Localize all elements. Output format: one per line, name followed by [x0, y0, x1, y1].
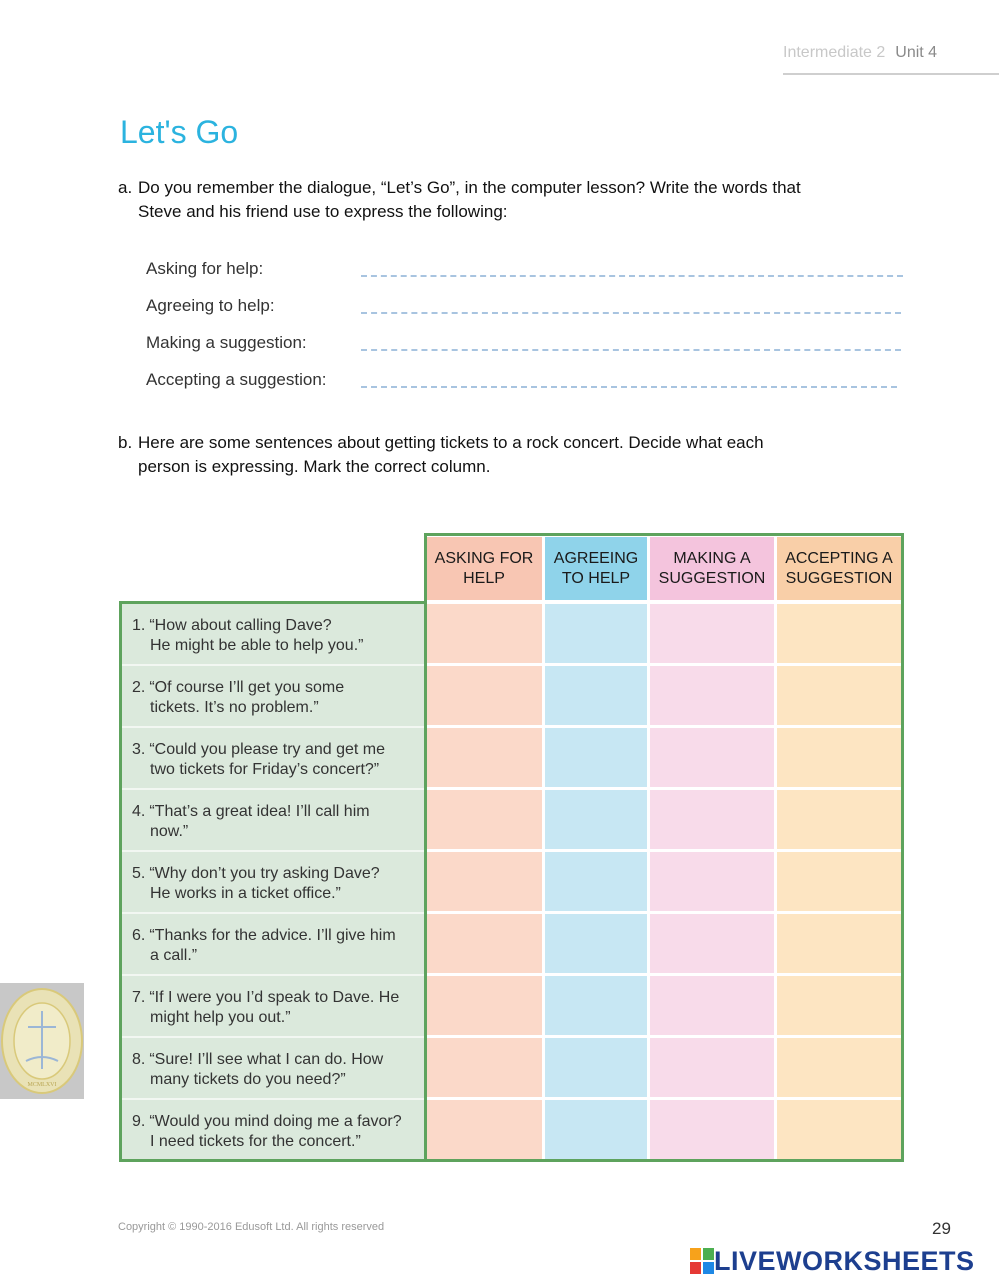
- expression-label: Agreeing to help:: [146, 296, 275, 315]
- expression-row: [146, 370, 906, 394]
- question-text-line1: “Why don’t you try asking Dave?: [149, 865, 380, 882]
- column-header-line1: MAKING A: [673, 549, 751, 567]
- unit-label: Unit 4: [895, 44, 938, 61]
- question-text-line2: many tickets do you need?”: [150, 1071, 346, 1088]
- answer-line[interactable]: [361, 386, 897, 388]
- question-text-line2: two tickets for Friday’s concert?”: [150, 761, 380, 778]
- question-text-line2: I need tickets for the concert.”: [150, 1133, 361, 1150]
- question-text-line1: “If I were you I’d speak to Dave. He: [149, 989, 400, 1006]
- answer-line[interactable]: [361, 312, 901, 314]
- question-number: 8.: [132, 1051, 146, 1068]
- question-number: 2.: [132, 679, 146, 696]
- expression-row: [146, 333, 906, 357]
- svg-text:MCMLXVI: MCMLXVI: [27, 1082, 57, 1088]
- question-text-line1: “Of course I’ll get you some: [149, 679, 345, 696]
- expression-label: Asking for help:: [146, 259, 264, 278]
- question-number: 5.: [132, 865, 146, 882]
- expression-label: Making a suggestion:: [146, 333, 307, 352]
- table-border-left: [119, 601, 427, 1162]
- question-text-line1: “Would you mind doing me a favor?: [149, 1113, 402, 1130]
- column-header-line1: ACCEPTING A: [785, 549, 893, 567]
- page-header: [783, 44, 937, 62]
- question-text-line1: “How about calling Dave?: [149, 617, 332, 634]
- table-border-right: [424, 533, 904, 1162]
- question-text-line1: “Could you please try and get me: [149, 741, 386, 758]
- question-text-line2: a call.”: [150, 947, 198, 964]
- header-divider: [783, 73, 999, 75]
- question-number: 1.: [132, 617, 146, 634]
- question-number: 4.: [132, 803, 146, 820]
- instruction-b-letter: b.: [118, 433, 133, 452]
- answer-line[interactable]: [361, 275, 903, 277]
- question-text-line1: “That’s a great idea! I’ll call him: [149, 803, 370, 820]
- instruction-a-letter: a.: [118, 178, 133, 197]
- page-title: Let's Go: [120, 114, 239, 150]
- instruction-b-line1: Here are some sentences about getting tickets to a rock concert. Decide what each: [138, 433, 764, 452]
- column-header-line1: ASKING FOR: [434, 549, 534, 567]
- expression-row: [146, 296, 906, 320]
- column-header-line2: TO HELP: [561, 569, 631, 587]
- copyright-text: Copyright © 1990-2016 Edusoft Ltd. All rights reserved: [118, 1221, 385, 1233]
- liveworksheets-brand[interactable]: [690, 1244, 975, 1278]
- answer-line[interactable]: [361, 349, 901, 351]
- brand-text: LIVEWORKSHEETS: [714, 1245, 975, 1276]
- instruction-b-line2: person is expressing. Mark the correct column.: [138, 457, 491, 476]
- instruction-a-line1: Do you remember the dialogue, “Let’s Go”, in the computer lesson? Write the words that: [138, 178, 801, 197]
- column-header-line1: AGREEING: [553, 549, 639, 567]
- seal-icon: [0, 983, 84, 1099]
- expression-label: Accepting a suggestion:: [146, 370, 327, 389]
- question-number: 7.: [132, 989, 146, 1006]
- question-text-line1: “Sure! I’ll see what I can do. How: [149, 1051, 384, 1068]
- question-text-line2: now.”: [150, 823, 189, 840]
- question-text-line2: might help you out.”: [150, 1009, 291, 1026]
- course-level: Intermediate 2: [783, 44, 886, 61]
- question-text-line2: tickets. It’s no problem.”: [150, 699, 319, 716]
- page-number: 29: [932, 1219, 951, 1238]
- instruction-b: [118, 431, 918, 479]
- question-number: 6.: [132, 927, 146, 944]
- expression-row: [146, 259, 906, 283]
- question-text-line1: “Thanks for the advice. I’ll give him: [149, 927, 396, 944]
- liveworksheets-logo-icon: [690, 1248, 714, 1274]
- question-text-line2: He works in a ticket office.”: [150, 885, 341, 902]
- instruction-a: [118, 176, 918, 224]
- question-number: 9.: [132, 1113, 146, 1130]
- university-seal: [0, 983, 84, 1099]
- instruction-a-line2: Steve and his friend use to express the following:: [138, 202, 508, 221]
- column-header-line2: SUGGESTION: [785, 569, 893, 587]
- column-header-line2: SUGGESTION: [658, 569, 766, 587]
- question-text-line2: He might be able to help you.”: [150, 637, 364, 654]
- column-header-line2: HELP: [463, 569, 505, 587]
- question-number: 3.: [132, 741, 146, 758]
